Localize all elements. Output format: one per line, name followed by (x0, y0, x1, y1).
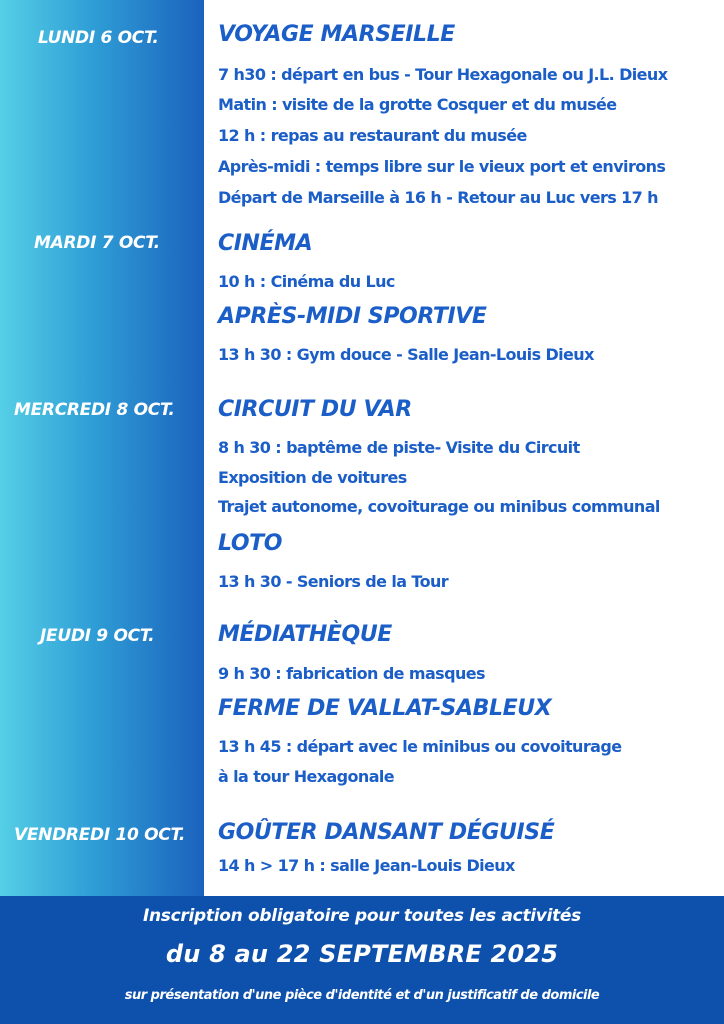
event-title-mediatheque: MÉDIATHÈQUE (218, 622, 392, 647)
event-title-voyage-marseille: VOYAGE MARSEILLE (218, 22, 455, 47)
event-title-circuit-du-var: CIRCUIT DU VAR (218, 397, 412, 422)
day-label-tuesday: MARDI 7 OCT. (34, 233, 160, 253)
event-line: à la tour Hexagonale (218, 767, 395, 786)
day-label-thursday: JEUDI 9 OCT. (40, 626, 155, 646)
event-title-apres-midi-sportive: APRÈS-MIDI SPORTIVE (218, 304, 487, 329)
registration-footer (0, 896, 724, 1024)
event-line: Matin : visite de la grotte Cosquer et du musée (218, 95, 617, 114)
event-line: 9 h 30 : fabrication de masques (218, 664, 485, 683)
event-line: 13 h 45 : départ avec le minibus ou covoiturage (218, 737, 622, 756)
event-line: Trajet autonome, covoiturage ou minibus communal (218, 497, 660, 516)
day-label-friday: VENDREDI 10 OCT. (14, 825, 186, 845)
event-line: 10 h : Cinéma du Luc (218, 272, 395, 291)
event-line: 13 h 30 - Seniors de la Tour (218, 572, 449, 591)
event-title-ferme-vallat-sableux: FERME DE VALLAT-SABLEUX (218, 696, 552, 721)
event-title-cinema: CINÉMA (218, 231, 313, 256)
footer-registration-dates: du 8 au 22 SEPTEMBRE 2025 (165, 940, 559, 968)
event-line: Après-midi : temps libre sur le vieux port et environs (218, 157, 666, 176)
sidebar-day-column (0, 0, 204, 896)
day-label-wednesday: MERCREDI 8 OCT. (14, 400, 175, 420)
event-line: 12 h : repas au restaurant du musée (218, 126, 527, 145)
event-title-loto: LOTO (218, 531, 283, 556)
event-line: Départ de Marseille à 16 h - Retour au Luc vers 17 h (218, 188, 658, 207)
event-line: 8 h 30 : baptême de piste- Visite du Circuit (218, 438, 580, 457)
footer-required-documents: sur présentation d'une pièce d'identité et d'un justificatif de domicile (124, 988, 600, 1003)
footer-registration-notice: Inscription obligatoire pour toutes les activités (142, 906, 581, 926)
event-line: 14 h > 17 h : salle Jean-Louis Dieux (218, 856, 515, 875)
event-line: 13 h 30 : Gym douce - Salle Jean-Louis Dieux (218, 345, 594, 364)
day-label-monday: LUNDI 6 OCT. (38, 28, 159, 48)
event-line: 7 h30 : départ en bus - Tour Hexagonale ou J.L. Dieux (218, 65, 668, 84)
event-title-gouter-dansant: GOÛTER DANSANT DÉGUISÉ (218, 820, 555, 845)
event-line: Exposition de voitures (218, 468, 407, 487)
